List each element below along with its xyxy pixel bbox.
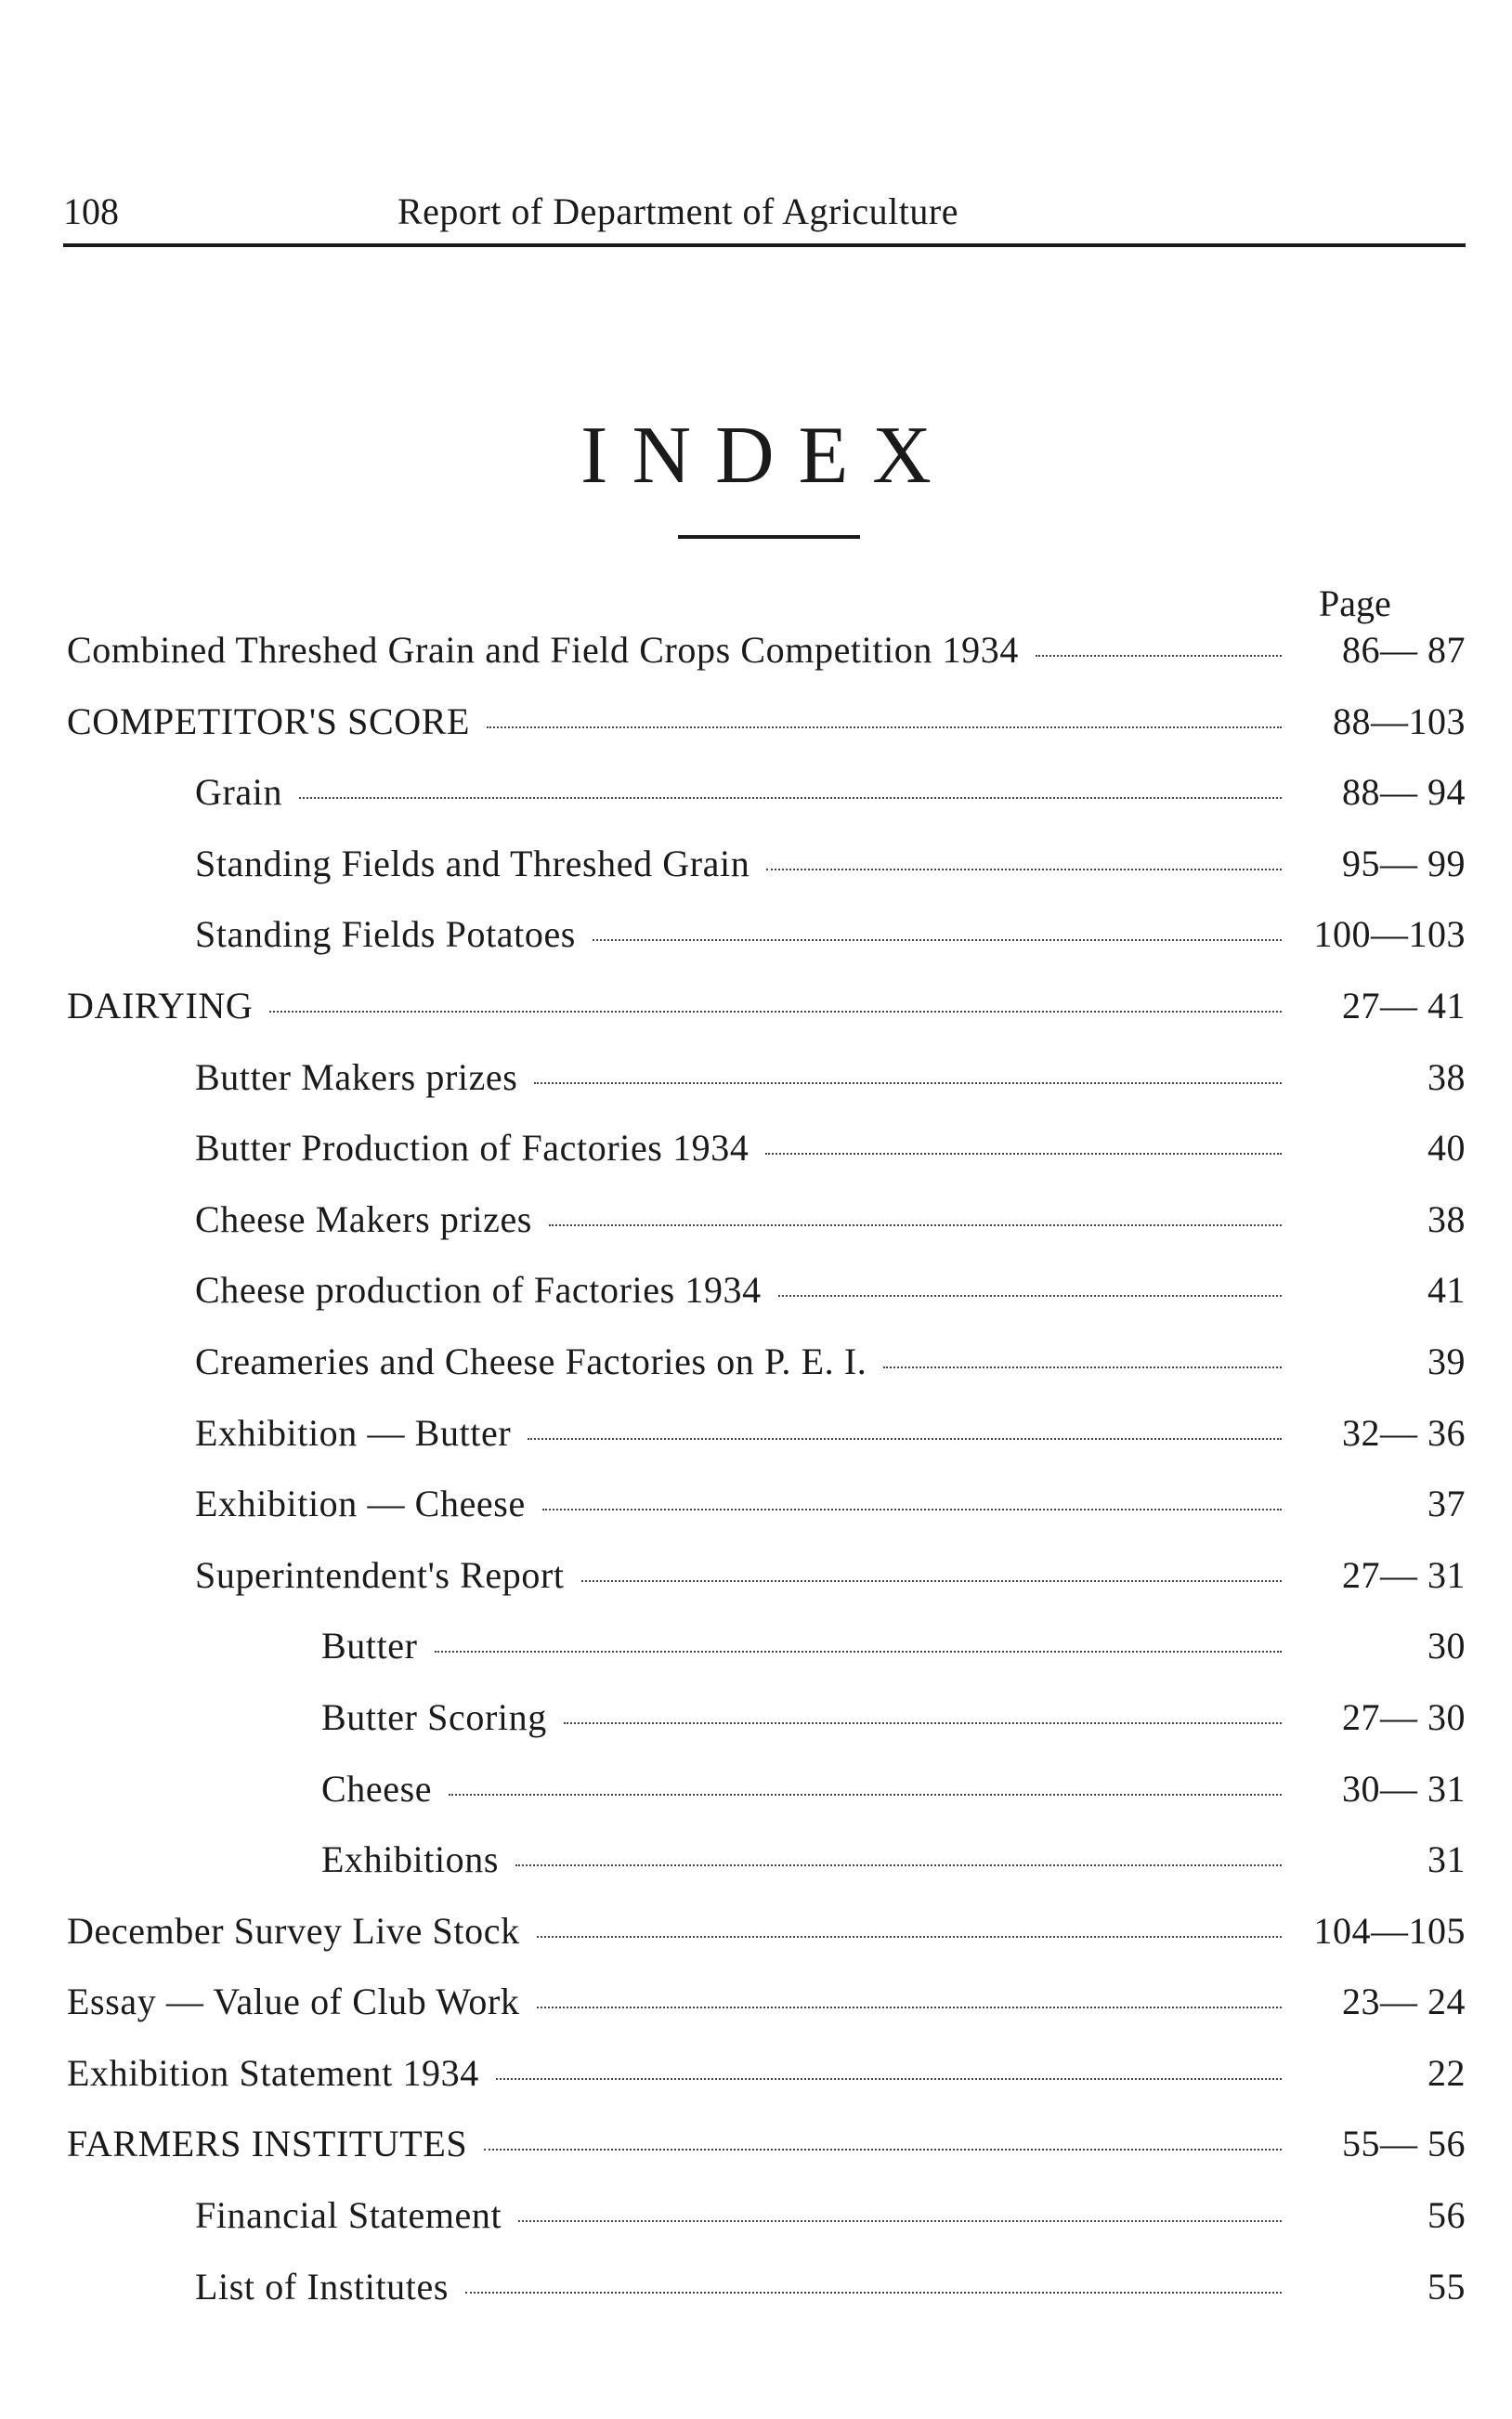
title-rule bbox=[678, 535, 860, 539]
entry-pages: 30— 31 bbox=[1342, 1767, 1466, 1810]
index-entry bbox=[0, 690, 1512, 762]
entry-pages: 104—105 bbox=[1313, 1909, 1466, 1952]
dot-leader bbox=[465, 2292, 1282, 2294]
index-entry bbox=[0, 619, 1512, 690]
index-entry bbox=[0, 1686, 1512, 1758]
dot-leader bbox=[581, 1580, 1282, 1582]
dot-leader bbox=[1036, 655, 1282, 657]
dot-leader bbox=[765, 1153, 1282, 1155]
entry-pages: 39 bbox=[1427, 1340, 1466, 1382]
entry-label: COMPETITOR'S SCORE bbox=[67, 700, 471, 742]
entry-label: Standing Fields and Threshed Grain bbox=[195, 842, 750, 884]
header-rule bbox=[63, 243, 1466, 247]
entry-pages: 37 bbox=[1427, 1483, 1466, 1525]
entry-pages: 55— 56 bbox=[1342, 2123, 1466, 2165]
dot-leader bbox=[778, 1295, 1282, 1297]
entry-label: Cheese Makers prizes bbox=[195, 1197, 532, 1240]
entry-pages: 88—103 bbox=[1333, 700, 1466, 742]
index-entry bbox=[0, 1259, 1512, 1330]
index-entry bbox=[0, 2184, 1512, 2256]
page-number: 108 bbox=[63, 190, 119, 232]
entry-label: Combined Threshed Grain and Field Crops Competition 1934 bbox=[67, 629, 1019, 671]
index-entry bbox=[0, 974, 1512, 1046]
entry-pages: 23— 24 bbox=[1342, 1981, 1466, 2023]
entry-label: Exhibition — Cheese bbox=[195, 1483, 526, 1525]
entry-label: Exhibition Statement 1934 bbox=[67, 2051, 479, 2094]
entry-pages: 86— 87 bbox=[1342, 629, 1466, 671]
dot-leader bbox=[534, 1082, 1282, 1084]
dot-leader bbox=[766, 869, 1282, 870]
entry-pages: 41 bbox=[1427, 1269, 1466, 1312]
index-entries bbox=[0, 619, 1512, 2326]
dot-leader bbox=[542, 1509, 1282, 1510]
entry-pages: 40 bbox=[1427, 1127, 1466, 1170]
dot-leader bbox=[883, 1366, 1282, 1368]
dot-leader bbox=[537, 2007, 1282, 2008]
index-entry bbox=[0, 2256, 1512, 2327]
entry-pages: 27— 30 bbox=[1342, 1695, 1466, 1738]
entry-pages: 56 bbox=[1427, 2194, 1466, 2237]
index-entry bbox=[0, 1544, 1512, 1615]
index-entry bbox=[0, 2042, 1512, 2113]
entry-pages: 30 bbox=[1427, 1625, 1466, 1667]
dot-leader bbox=[593, 939, 1282, 941]
entry-pages: 27— 41 bbox=[1342, 984, 1466, 1026]
entry-label: Standing Fields Potatoes bbox=[195, 913, 576, 956]
entry-label: Grain bbox=[195, 771, 283, 814]
index-entry bbox=[0, 1758, 1512, 1829]
entry-label: Essay — Value of Club Work bbox=[67, 1981, 520, 2023]
entry-pages: 38 bbox=[1427, 1197, 1466, 1240]
index-entry bbox=[0, 1970, 1512, 2042]
entry-pages: 22 bbox=[1427, 2051, 1466, 2094]
index-entry bbox=[0, 903, 1512, 974]
dot-leader bbox=[515, 1864, 1282, 1866]
entry-pages: 31 bbox=[1427, 1838, 1466, 1881]
entry-label: Exhibitions bbox=[321, 1838, 500, 1881]
entry-label: Cheese bbox=[321, 1767, 433, 1810]
dot-leader bbox=[537, 1936, 1282, 1938]
dot-leader bbox=[269, 1011, 1282, 1013]
running-head-title: Report of Department of Agriculture bbox=[398, 190, 958, 232]
index-entry bbox=[0, 832, 1512, 904]
entry-label: Butter Makers prizes bbox=[195, 1055, 518, 1098]
dot-leader bbox=[484, 2149, 1282, 2151]
index-entry bbox=[0, 2112, 1512, 2184]
dot-leader bbox=[528, 1438, 1282, 1440]
entry-label: Butter Production of Factories 1934 bbox=[195, 1127, 749, 1170]
entry-label: Butter bbox=[321, 1625, 418, 1667]
entry-label: Creameries and Cheese Factories on P. E. I. bbox=[195, 1340, 867, 1382]
entry-label: Exhibition — Butter bbox=[195, 1411, 512, 1454]
entry-label: FARMERS INSTITUTES bbox=[67, 2123, 468, 2165]
dot-leader bbox=[299, 797, 1282, 799]
dot-leader bbox=[435, 1651, 1282, 1653]
index-entry bbox=[0, 1615, 1512, 1686]
dot-leader bbox=[449, 1794, 1282, 1796]
entry-pages: 100—103 bbox=[1313, 913, 1466, 956]
dot-leader bbox=[564, 1722, 1282, 1724]
index-entry bbox=[0, 1828, 1512, 1900]
entry-pages: 32— 36 bbox=[1342, 1411, 1466, 1454]
entry-pages: 27— 31 bbox=[1342, 1553, 1466, 1596]
entry-label: December Survey Live Stock bbox=[67, 1909, 520, 1952]
entry-label: List of Institutes bbox=[195, 2265, 450, 2308]
entry-pages: 88— 94 bbox=[1342, 771, 1466, 814]
entry-label: Financial Statement bbox=[195, 2194, 502, 2237]
index-entry bbox=[0, 1402, 1512, 1473]
index-entry bbox=[0, 1046, 1512, 1118]
dot-leader bbox=[518, 2220, 1282, 2222]
index-entry bbox=[0, 1117, 1512, 1188]
index-entry bbox=[0, 761, 1512, 832]
index-entry bbox=[0, 1188, 1512, 1260]
entry-pages: 95— 99 bbox=[1342, 842, 1466, 884]
dot-leader bbox=[549, 1224, 1282, 1226]
entry-label: Cheese production of Factories 1934 bbox=[195, 1269, 762, 1312]
dot-leader bbox=[496, 2078, 1282, 2080]
index-entry bbox=[0, 1472, 1512, 1544]
entry-label: DAIRYING bbox=[67, 984, 254, 1026]
dot-leader bbox=[487, 726, 1282, 728]
index-entry bbox=[0, 1900, 1512, 1971]
entry-pages: 55 bbox=[1427, 2265, 1466, 2308]
entry-pages: 38 bbox=[1427, 1055, 1466, 1098]
index-title: INDEX bbox=[580, 411, 956, 501]
entry-label: Superintendent's Report bbox=[195, 1553, 565, 1596]
running-head bbox=[63, 184, 1466, 242]
index-entry bbox=[0, 1330, 1512, 1402]
entry-label: Butter Scoring bbox=[321, 1695, 547, 1738]
page-column-heading: Page bbox=[1319, 582, 1391, 624]
